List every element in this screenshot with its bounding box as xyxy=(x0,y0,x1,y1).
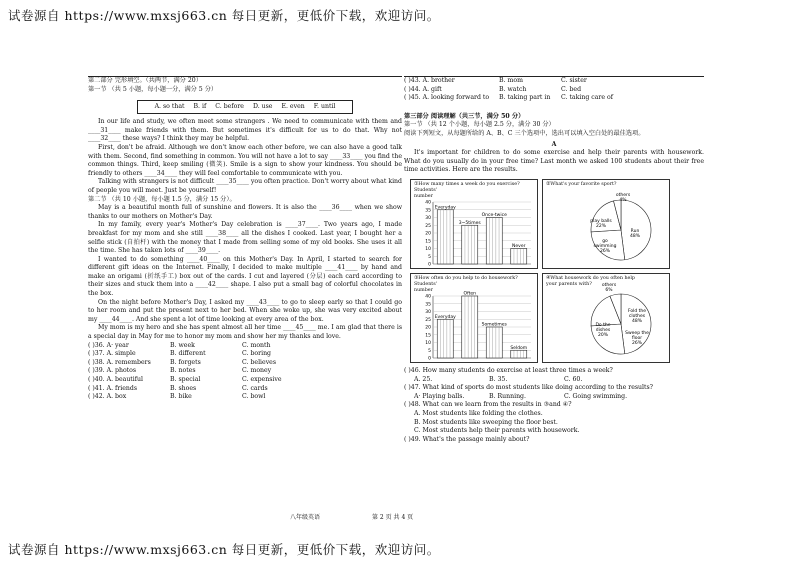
y-tick-label: 40 xyxy=(425,200,431,206)
section1-heading: 第一节 （共 12 个小题，每小题 2.5 分，满分 30 分） xyxy=(404,121,555,129)
question-row: ( )36. A· year B. week C. month xyxy=(88,341,271,349)
y-tick-label: 0 xyxy=(428,356,431,362)
bar xyxy=(511,350,527,358)
answer-option: B. Most students like sweeping the floor best. xyxy=(414,418,558,426)
word-option: C. before xyxy=(215,102,244,110)
y-tick-label: 15 xyxy=(425,239,431,245)
question-row: ( )43. A. brother B. mom C. sister xyxy=(404,77,587,84)
paragraph: May is a beautiful month full of sunshine and flowers. It is also the ____36____ when we show thanks to our mothers on Mother's Day. xyxy=(88,204,402,220)
y-tick-label: 25 xyxy=(425,317,431,323)
bar-label: Seldom xyxy=(510,345,528,351)
page-number: 第 2 页 共 4 页 xyxy=(372,514,414,521)
pie-label: 26% xyxy=(599,248,611,254)
question-row: ( )41. A. friends B. shoes C. cards xyxy=(88,384,268,392)
chart-title: ①How many times a week do you exercise? xyxy=(414,181,520,187)
pie-label: 20% xyxy=(597,332,609,338)
watermark-bottom: 试卷源自 https://www.mxsj663.cn 每日更新，更低价下载，欢迎访问。 xyxy=(8,542,440,557)
pie-label: play balls xyxy=(590,218,612,224)
word-option: B. if xyxy=(193,102,207,110)
y-tick-label: 30 xyxy=(425,309,431,315)
y-tick-label: 15 xyxy=(425,333,431,339)
housework-pie-chart xyxy=(543,274,671,364)
sport-pie-chart xyxy=(543,180,671,270)
paragraph: My mom is my hero and she has spent almost all her time ____45____ me. I am glad that there is a special day in May for me to honor my mom and show her my thanks and love. xyxy=(88,324,402,341)
word-option: E. even xyxy=(281,102,305,110)
word-box xyxy=(137,100,353,114)
pie-label: Sweep the xyxy=(625,330,649,336)
bar-label: Never xyxy=(512,243,526,249)
y-tick-label: 30 xyxy=(425,215,431,221)
y-tick-label: 35 xyxy=(425,302,431,308)
paragraph: In our life and study, we often meet some strangers . We need to communicate with them and ____31____ make friends with them. But sometimes it's difficult for us to do that. Why not ____32____ these ways? I think they may be helpful. xyxy=(88,118,402,143)
bar xyxy=(486,327,502,358)
question-text: ( )46. How many students do exercise at least three times a week? xyxy=(404,366,613,374)
reading-questions xyxy=(404,367,704,444)
passage-intro: It's important for children to do some exercise and help their parents with housework. What do you usually do in your free time? Last month we asked 100 students about their free time activities. Here are the results. xyxy=(404,149,704,174)
pie-label: dishes xyxy=(595,327,611,333)
pie-label: clothes xyxy=(628,313,646,319)
section1-heading: 第一节 （共 5 小题，每小题一分，满分 5 分） xyxy=(88,85,218,93)
chart-title: ④What housework do you often help your parents with? xyxy=(546,275,635,287)
y-tick-label: 20 xyxy=(425,231,431,237)
question-row: ( )38. A. remembers B. forgets C. believes xyxy=(88,358,277,366)
pie-label: go xyxy=(602,238,608,244)
question-row: ( )44. A. gift B. watch C. bed xyxy=(404,85,582,93)
pie-label: 26% xyxy=(631,340,643,346)
question-row: ( )42. A. box B. bike C. bowl xyxy=(88,393,266,401)
watermark-top: 试卷源自 https://www.mxsj663.cn 每日更新，更低价下载，欢迎访问。 xyxy=(8,8,440,23)
chart-housework-type xyxy=(542,273,670,363)
survey-charts xyxy=(410,179,704,363)
pie-label: 48% xyxy=(629,233,641,239)
part2-heading: 第二部分 完形填空。（共两节，满分 20） xyxy=(88,77,202,84)
pie-label: others xyxy=(601,282,617,288)
bar xyxy=(437,210,453,264)
pie-label: Do the xyxy=(595,322,611,328)
answer-option: C. Most students help their parents with housework. xyxy=(414,427,580,435)
y-tick-label: 5 xyxy=(428,254,431,260)
paragraph: First, don't be afraid. Although we don't know each other before, we can also have a good talk with them. Second, find something in common. You will not have a lot to say ____33____ you find the common things. Third, keep smiling (微笑). Smile is a sign to show your kindness. You should be friendly to others ____34____ they will feel comfortable to communicate with you. xyxy=(88,143,402,177)
answer-options: A· Playing balls. B. Running. C. Going swimming. xyxy=(414,392,628,400)
y-tick-label: 25 xyxy=(425,223,431,229)
paragraph: On the night before Mother's Day, I asked my ____43____ to go to sleep early so that I could go to her room and put the present next to her bed. When she woke up, she was very excited about my ____44____. And she spent a lot of time looking at every area of the box. xyxy=(88,298,402,323)
question-row: ( )45. A. looking forward to B. taking part in C. taking care of xyxy=(404,94,614,102)
bar-label: Often xyxy=(463,291,476,297)
footer-grade: 八年级英语 xyxy=(290,514,321,521)
paragraph: I wanted to do something ____40____ on this Mother's Day. In April, I started to search for different gift ideas on the Internet. Finally, I decided to make multiple ____41____ by hand and make an origami (折纸手工) box out of the cards. I cut and layered (分层) each card according to their sizes and stuck them into a ____42____ shape. I also put a small bag of colorful chocolates in the box. xyxy=(88,255,402,298)
chart-housework-frequency xyxy=(410,273,538,363)
bar xyxy=(462,296,478,358)
bar xyxy=(462,225,478,264)
bar xyxy=(437,319,453,358)
answer-options: A. 25. B. 35. C. 60. xyxy=(414,375,583,383)
passage-letter: A xyxy=(551,140,557,148)
right-column xyxy=(404,76,704,444)
word-option: F. until xyxy=(313,102,336,110)
chart-title: ③How often do you help to do housework? xyxy=(414,275,518,281)
pie-label: 48% xyxy=(631,318,643,324)
bar-label: 3~5times xyxy=(458,220,481,226)
paragraph: In my family, every year's Mother's Day celebration is ____37____. Two years ago, I made breakfast for my mom and she still ____38____ all the dishes I cooked. Last year, I bought her a selfie stick (自拍杆) with the money that I made from selling some of my old books. She uses it all the time. She has taken lots of ____39____. xyxy=(88,221,402,255)
bar-label: Everyday xyxy=(434,205,456,211)
question-row: ( )40. A. beautiful B. special C. expensive xyxy=(88,376,282,383)
y-tick-label: 5 xyxy=(428,348,431,354)
question-row: ( )39. A. photos B. notes C. money xyxy=(88,367,272,375)
pie-label: 6% xyxy=(605,287,613,293)
chart-title: ②What's your favorite sport? xyxy=(546,181,617,187)
part3-heading: 第三部分 阅读理解（共三节，满分 50 分） xyxy=(404,112,525,120)
question-row: ( )37. A. simple B. different C. boring xyxy=(88,350,272,358)
instruction: 阅读下列短文，从每题所给的 A、B、C 三个选项中，选出可以填入空白处的最佳选项。 xyxy=(404,129,645,137)
chart-sport xyxy=(542,179,670,269)
pie-label: floor xyxy=(631,335,643,341)
paragraph: Talking with strangers is not difficult ____35____ you often practice. Don't worry about what kind of people you will meet. Just be yourself! xyxy=(88,178,402,194)
y-tick-label: 10 xyxy=(425,246,431,252)
word-option: D. use xyxy=(252,102,273,110)
y-tick-label: 20 xyxy=(425,325,431,331)
pie-label: 22% xyxy=(595,223,607,229)
bar-label: Sometimes xyxy=(481,322,507,328)
question-text: ( )48. What can we learn from the results in ③and ④? xyxy=(404,401,572,409)
question-list xyxy=(88,342,402,402)
pie-label: swimming xyxy=(593,243,617,249)
pie-label: 4% xyxy=(619,197,627,203)
y-label: Students' number xyxy=(414,281,438,293)
y-tick-label: 40 xyxy=(425,294,431,300)
bar-label: Everyday xyxy=(434,314,456,320)
answer-option: A. Most students like folding the clothes. xyxy=(414,409,543,417)
pie-label: Run xyxy=(630,228,640,234)
y-label: Students' number xyxy=(414,187,438,199)
question-text: ( )47. What kind of sports do most students like doing according to the results? xyxy=(404,384,654,392)
chart-exercise xyxy=(410,179,538,269)
word-option: A. so that xyxy=(154,102,185,110)
y-tick-label: 0 xyxy=(428,262,431,268)
bar xyxy=(486,217,502,264)
left-column xyxy=(88,76,402,402)
y-tick-label: 10 xyxy=(425,340,431,346)
question-text: ( )49. What's the passage mainly about? xyxy=(404,435,530,443)
pie-label: others xyxy=(615,192,631,198)
y-tick-label: 35 xyxy=(425,208,431,214)
bar xyxy=(511,248,527,264)
section2-heading: 第二节 （共 10 小题，每小题 1.5 分，满分 15 分）。 xyxy=(88,195,236,203)
pie-label: Fold the xyxy=(627,308,647,314)
bar-label: Once-twice xyxy=(481,212,507,218)
